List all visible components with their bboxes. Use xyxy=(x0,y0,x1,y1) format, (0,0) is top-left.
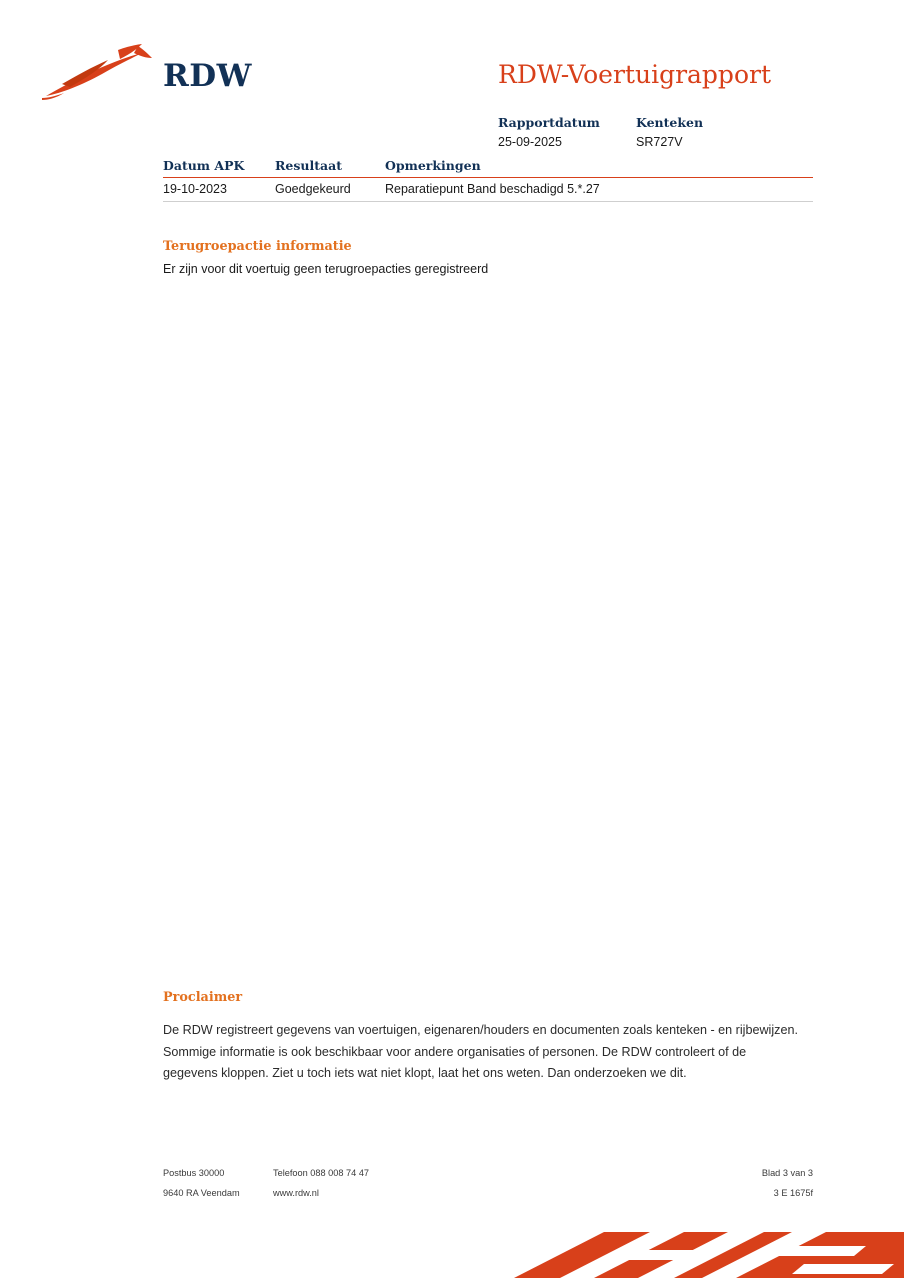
cell-datum-apk: 19-10-2023 xyxy=(163,182,227,196)
recall-heading: Terugroepactie informatie xyxy=(163,239,352,254)
rdw-wordmark: RDW xyxy=(163,58,252,94)
footer-row xyxy=(163,1188,813,1208)
cell-resultaat: Goedgekeurd xyxy=(275,182,351,196)
footer-telephone: Telefoon 088 008 74 47 xyxy=(273,1168,370,1178)
recall-information-section xyxy=(163,239,823,276)
recall-body-text: Er zijn voor dit voertuig geen terugroepacties geregistreerd xyxy=(163,262,489,276)
report-title: RDW-Voertuigrapport xyxy=(498,60,771,89)
footer-postbus: Postbus 30000 xyxy=(163,1168,225,1178)
rdw-feather-logo-icon xyxy=(42,44,158,102)
report-meta-labels xyxy=(498,114,838,132)
document-header xyxy=(0,22,904,149)
column-header-resultaat: Resultaat xyxy=(275,158,342,173)
proclaimer-body-text: De RDW registreert gegevens van voertuigen, eigenaren/houders en documenten zoals kenteken - en rijbewijzen. Sommige informatie is ook beschikbaar voor andere organisaties of personen. De RDW controleert of de gegevens kloppen. Ziet u toch iets wat niet klopt, laat het ons weten. Dan onderzoeken we dit. xyxy=(163,1023,798,1080)
report-meta xyxy=(498,114,838,152)
proclaimer-heading: Proclaimer xyxy=(163,990,243,1005)
document-footer xyxy=(163,1168,813,1208)
footer-row xyxy=(163,1168,813,1188)
footer-form-code: 3 E 1675f xyxy=(773,1188,813,1198)
kenteken-value: SR727V xyxy=(636,135,683,149)
footer-city: 9640 RA Veendam xyxy=(163,1188,240,1198)
apk-history-table xyxy=(163,158,813,202)
column-header-opmerkingen: Opmerkingen xyxy=(385,158,481,173)
footer-stripes-decoration xyxy=(474,1220,904,1280)
cell-opmerkingen: Reparatiepunt Band beschadigd 5.*.27 xyxy=(385,182,600,196)
kenteken-label: Kenteken xyxy=(636,115,704,130)
rapportdatum-label: Rapportdatum xyxy=(498,115,600,130)
footer-website[interactable]: www.rdw.nl xyxy=(273,1188,319,1198)
column-header-datum-apk: Datum APK xyxy=(163,158,245,173)
table-header-row xyxy=(163,158,813,178)
table-row xyxy=(163,178,813,202)
rapportdatum-value: 25-09-2025 xyxy=(498,135,562,149)
report-meta-values xyxy=(498,132,838,152)
footer-page-number: Blad 3 van 3 xyxy=(761,1168,813,1178)
proclaimer-section xyxy=(163,990,803,1085)
